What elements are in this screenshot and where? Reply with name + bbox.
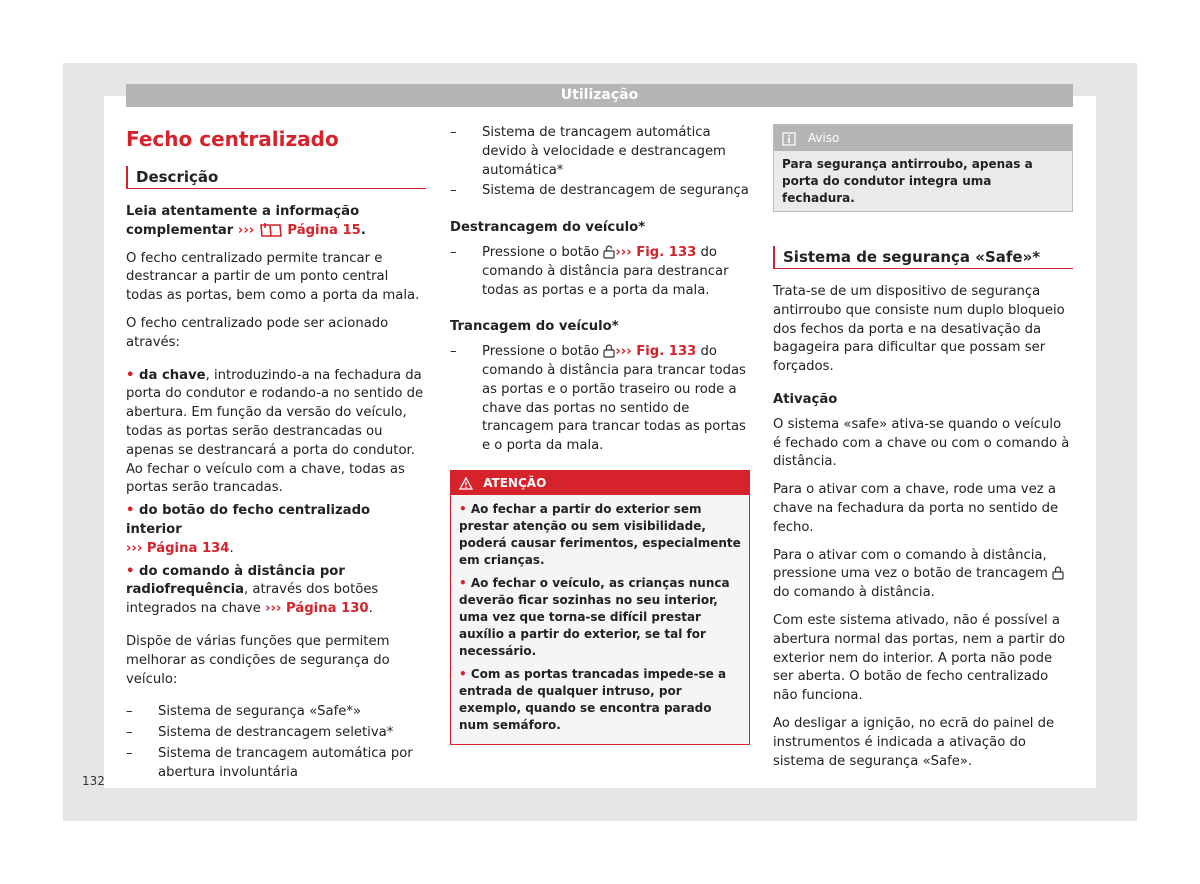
page-title: Fecho centralizado bbox=[126, 127, 339, 151]
paragraph: O fecho centralizado pode ser acionado através: bbox=[126, 315, 389, 350]
link-page-134[interactable]: ››› Página 134 bbox=[126, 540, 230, 556]
book-icon bbox=[259, 223, 283, 238]
paragraph: Trata-se de um dispositivo de segurança antirroubo que consiste num duplo bloqueio dos fechos da porta e na desativação da bagageira para dificultar que possam ser forçados. bbox=[773, 284, 1065, 375]
lock-list bbox=[450, 343, 750, 456]
warning-body bbox=[451, 495, 749, 744]
column-3 bbox=[773, 124, 1073, 780]
warning-triangle-icon bbox=[459, 476, 473, 490]
function-list-continued bbox=[450, 124, 750, 201]
warning-box bbox=[450, 470, 750, 745]
unlock-list bbox=[450, 244, 750, 300]
bullet-icon: • bbox=[459, 501, 471, 516]
link-fig-133[interactable]: ››› Fig. 133 bbox=[615, 344, 697, 360]
bullet-icon: • bbox=[459, 575, 471, 590]
list-item: – Sistema de trancagem automática por abertura involuntária bbox=[126, 745, 413, 780]
list-item: – Pressione o botão ››› Fig. 133 do comando à distância para trancar todas as portas e o portão traseiro ou rode a chave das portas no sentido de trancagem para trancar todas as portas e o porta da mala. bbox=[450, 344, 746, 454]
warning-header: ATENÇÃO bbox=[451, 471, 749, 495]
list-item: – Sistema de trancagem automática devido à velocidade e destrancagem automática* bbox=[450, 125, 726, 178]
list-item: – Sistema de segurança «Safe*» bbox=[126, 704, 362, 720]
subheading-ativacao: Ativação bbox=[773, 391, 838, 407]
lock-icon bbox=[1052, 566, 1064, 581]
link-page-15[interactable]: Página 15 bbox=[287, 222, 361, 238]
column-1 bbox=[126, 124, 426, 791]
paragraph: Ao desligar a ignição, no ecrã do painel de instrumentos é indicada a ativação do sistema de segurança «Safe». bbox=[773, 715, 1055, 769]
paragraph: Para o ativar com o comando à distância, pressione uma vez o botão de trancagem do comando à distância. bbox=[773, 547, 1073, 603]
bullet-icon: • bbox=[126, 503, 140, 519]
link-fig-133[interactable]: ››› Fig. 133 bbox=[615, 244, 697, 260]
subheading-destrancagem: Destrancagem do veículo* bbox=[450, 220, 646, 236]
column-2 bbox=[450, 124, 750, 745]
bullet-chave: • da chave, introduzindo-a na fechadura da porta do condutor e rodando-a no sentido de abertura. Em função da versão do veículo, todas as portas serão destrancadas ou apenas se destrancará a porta do condutor. Ao fechar o veículo com a chave, todas as portas serão trancadas. bbox=[126, 367, 424, 496]
paragraph: O sistema «safe» ativa-se quando o veículo é fechado com a chave ou com o comando à distância. bbox=[773, 416, 1070, 470]
list-item: – Sistema de destrancagem de segurança bbox=[450, 183, 749, 199]
page-number: 132 bbox=[82, 774, 105, 788]
function-list bbox=[126, 703, 426, 782]
notice-text: Para segurança antirroubo, apenas a porta do condutor integra uma fechadura. bbox=[782, 157, 1033, 205]
paragraph: O fecho centralizado permite trancar e destrancar a partir de um ponto central todas as portas, bem como a porta da mala. bbox=[126, 250, 420, 304]
unlock-icon bbox=[603, 245, 615, 260]
notice-box bbox=[773, 124, 1073, 212]
section-heading-descricao: Descrição bbox=[126, 166, 426, 189]
section-heading-safe: Sistema de segurança «Safe»* bbox=[773, 246, 1073, 269]
bullet-comando: • do comando à distância por radiofrequência, através dos botões integrados na chave ››› Página 130. bbox=[126, 563, 379, 617]
notice-header: Aviso bbox=[774, 125, 1072, 151]
list-item: – Sistema de destrancagem seletiva* bbox=[126, 725, 394, 741]
paragraph: Com este sistema ativado, não é possível a abertura normal das portas, nem a partir do exterior nem do interior. A porta não pode ser aberta. O botão de fecho centralizado não funciona. bbox=[773, 612, 1066, 704]
lock-icon bbox=[603, 344, 615, 359]
paragraph: Para o ativar com a chave, rode uma vez a chave na fechadura da porta no sentido de fecho. bbox=[773, 482, 1059, 535]
list-item: – Pressione o botão ››› Fig. 133 do comando à distância para destrancar todas as portas e a porta da mala. bbox=[450, 244, 729, 298]
bullet-icon: • bbox=[459, 666, 471, 681]
link-page-130[interactable]: ››› Página 130 bbox=[265, 601, 369, 617]
warning-item: • Ao fechar a partir do exterior sem prestar atenção ou sem visibilidade, poderá causar ferimentos, especialmente em crianças. bbox=[459, 501, 741, 567]
page-header: Utilização bbox=[126, 84, 1073, 107]
intro-note: Leia atentamente a informação complementar ››› Página 15. bbox=[126, 204, 366, 238]
warning-item: • Ao fechar o veículo, as crianças nunca deverão ficar sozinhas no seu interior, uma vez que torna-se difícil prestar auxílio a partir do exterior, se tal for necessário. bbox=[459, 575, 730, 658]
bullet-icon: • bbox=[126, 563, 140, 579]
paragraph: Dispõe de várias funções que permitem melhorar as condições de segurança do veículo: bbox=[126, 633, 390, 687]
warning-item: • Com as portas trancadas impede-se a entrada de qualquer intruso, por exemplo, quando se encontra parado num semáforo. bbox=[459, 666, 727, 732]
bullet-botao: • do botão do fecho centralizado interior ››› Página 134. bbox=[126, 503, 371, 556]
bullet-icon: • bbox=[126, 367, 140, 383]
info-icon bbox=[782, 131, 796, 145]
subheading-trancagem: Trancagem do veículo* bbox=[450, 319, 619, 335]
